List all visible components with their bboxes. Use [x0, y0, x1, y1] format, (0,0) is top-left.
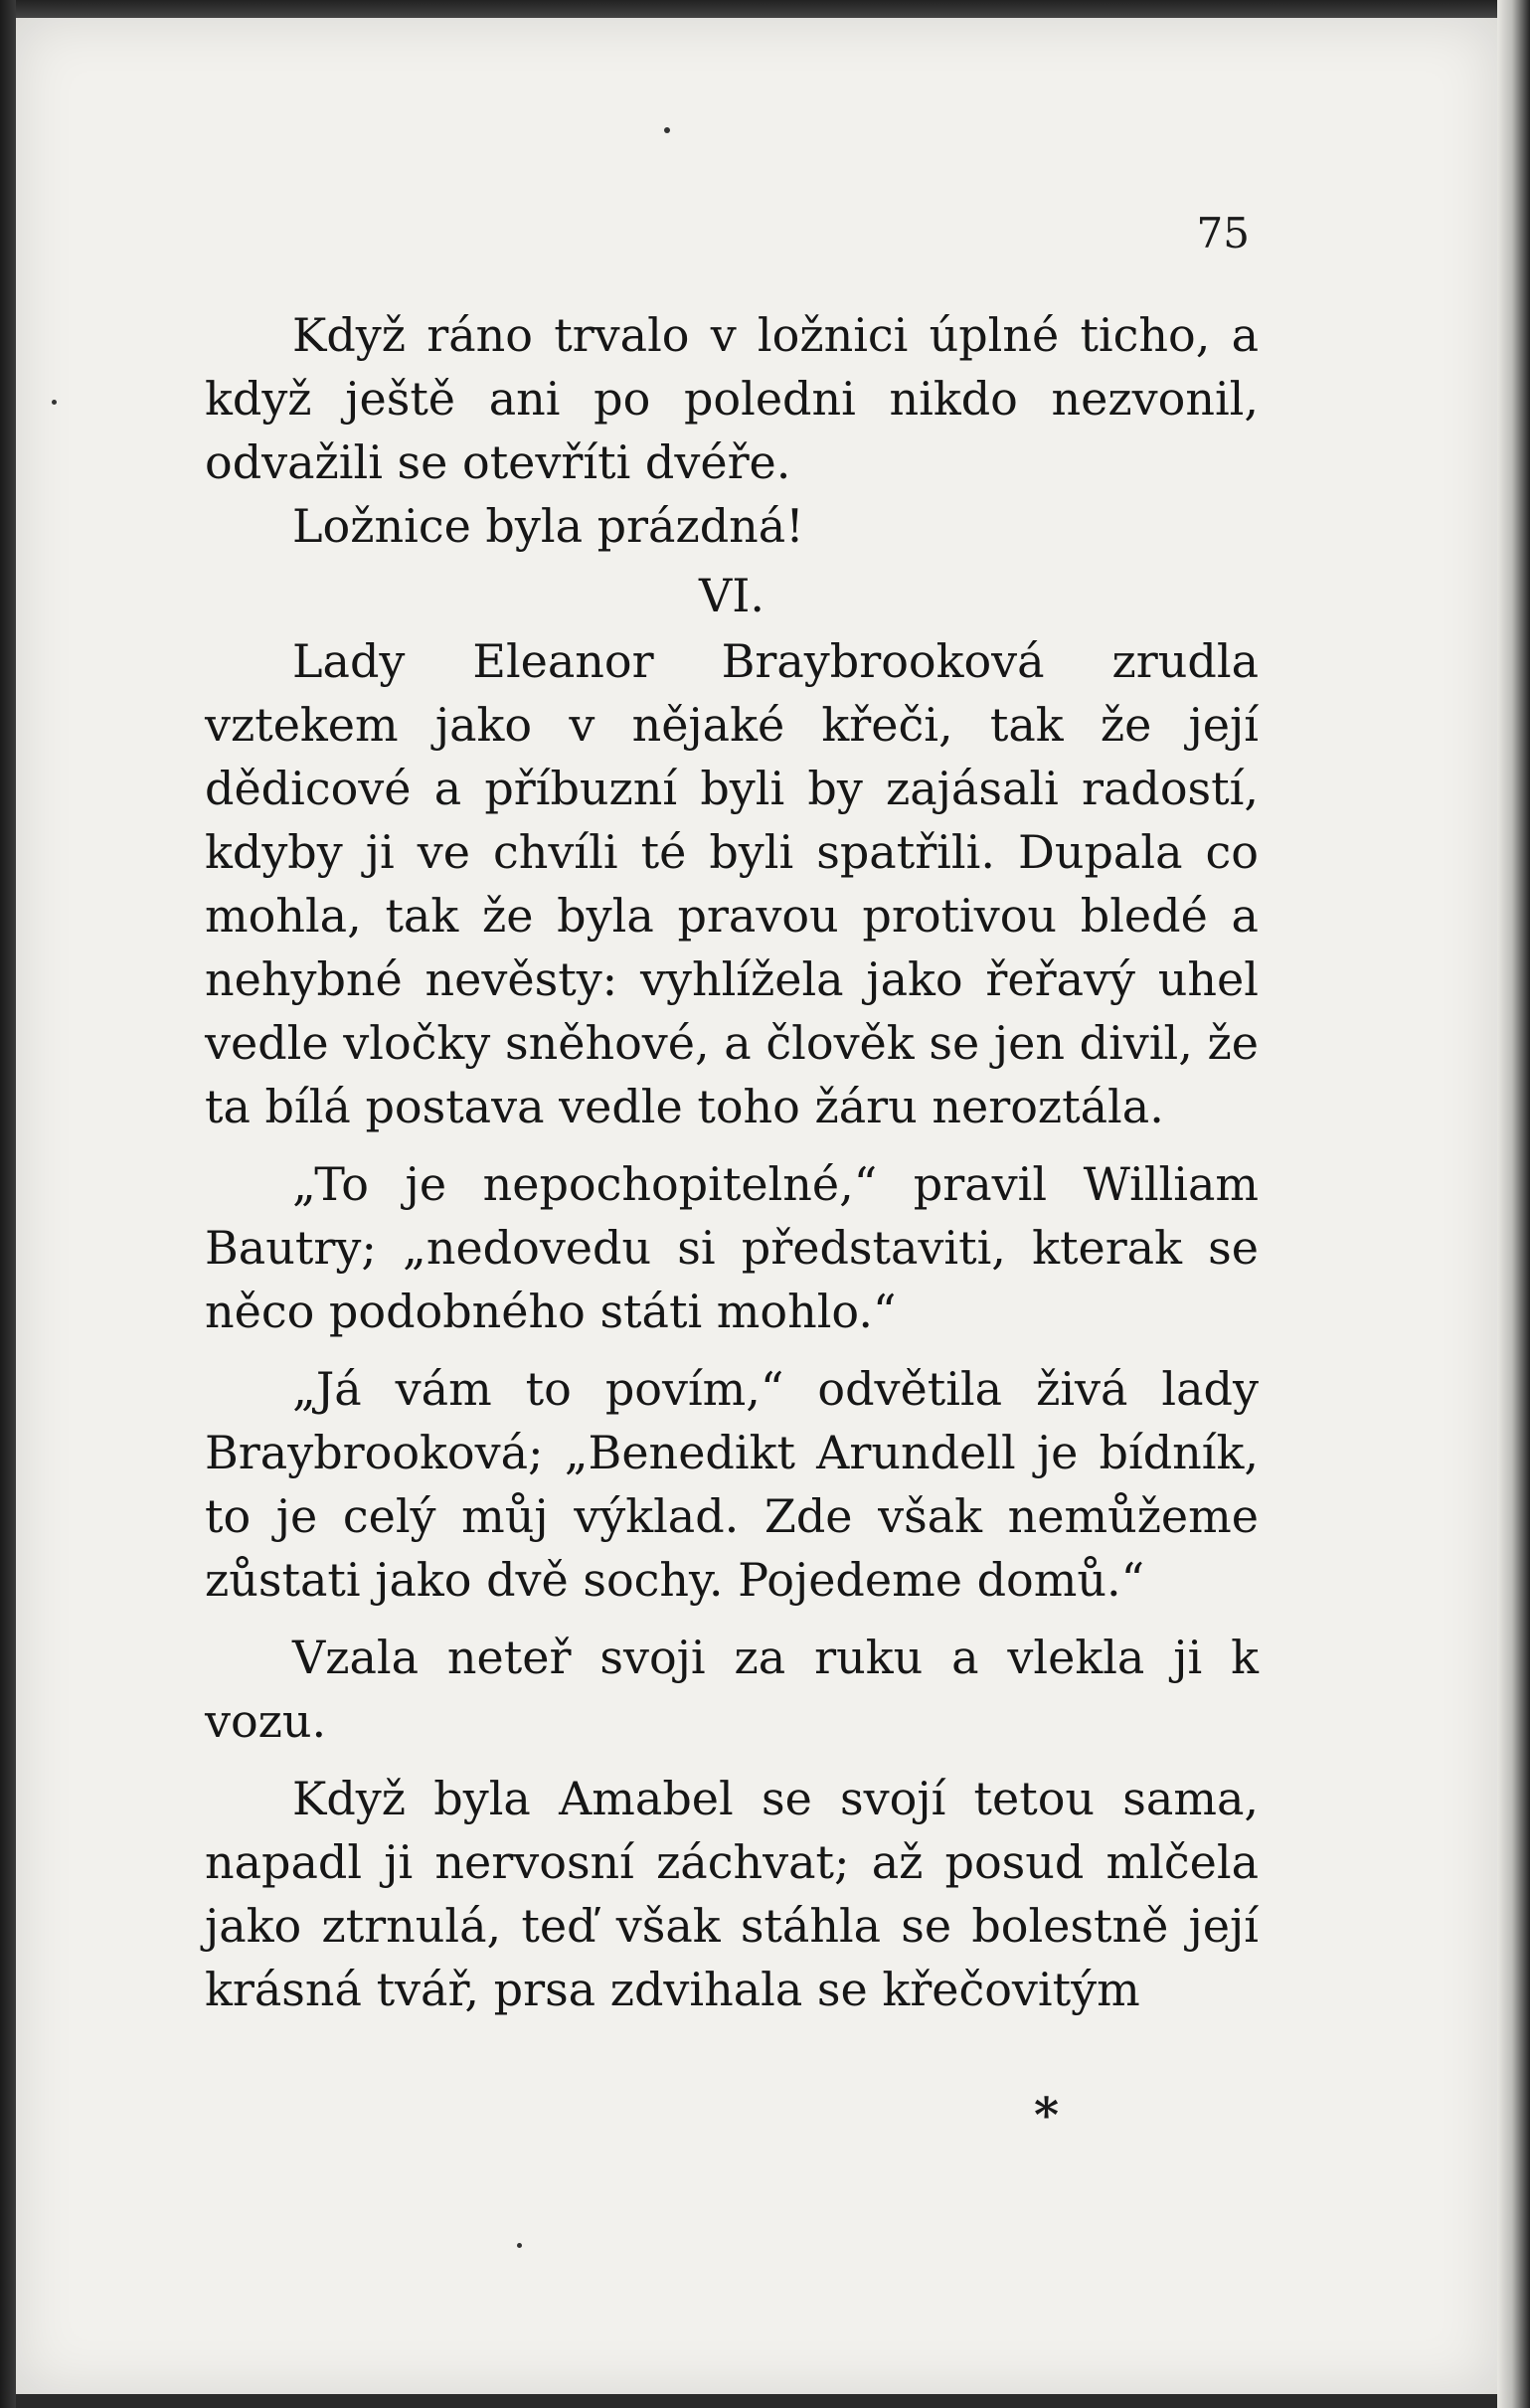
paragraph: Když byla Amabel se svojí tetou sama, napadl ji nervosní záchvat; až posud mlčela jako ztrnulá, teď však stáhla se bolestně její krásná tvář, prsa zdvihala se křečovitým [205, 1772, 1259, 2016]
paragraph: Když ráno trvalo v ložnici úplné ticho, a když ještě ani po poledni nikdo nezvonil, odvažili se otevříti dvéře. [205, 308, 1259, 489]
ink-speck [664, 127, 670, 133]
scan-right-edge [1497, 0, 1530, 2408]
chapter-heading: VI. [698, 569, 765, 622]
paragraph: Ložnice byla prázdná! [292, 499, 804, 553]
signature-mark: * [1034, 2088, 1060, 2144]
scan-left-edge [0, 0, 16, 2408]
scan-top-edge [0, 0, 1530, 18]
ink-speck [517, 2243, 522, 2248]
page-number: 75 [1196, 209, 1250, 258]
ink-speck [52, 400, 57, 405]
paragraph: „Já vám to povím,“ odvětila živá lady Braybrooková; „Benedikt Arundell je bídník, to je celý můj výklad. Zde však nemůžeme zůstati jako dvě sochy. Pojedeme domů.“ [205, 1362, 1259, 1607]
paragraph: Vzala neteř svoji za ruku a vlekla ji k vozu. [205, 1631, 1259, 1748]
paragraph: Lady Eleanor Braybrooková zrudla vztekem jako v nějaké křeči, tak že její dědicové a příbuzní byli by zajásali radostí, kdyby ji ve chvíli té byli spatřili. Dupala co mohla, tak že byla pravou protivou bledé a nehybné nevěsty: vyhlížela jako řeřavý uhel vedle vločky sněhové, a člověk se jen divil, že ta bílá postava vedle toho žáru neroztála. [205, 634, 1259, 1133]
paragraph: „To je nepochopitelné,“ pravil William Bautry; „nedovedu si představiti, kterak se něco podobného státi mohlo.“ [205, 1157, 1259, 1338]
body-text [205, 303, 1259, 2021]
